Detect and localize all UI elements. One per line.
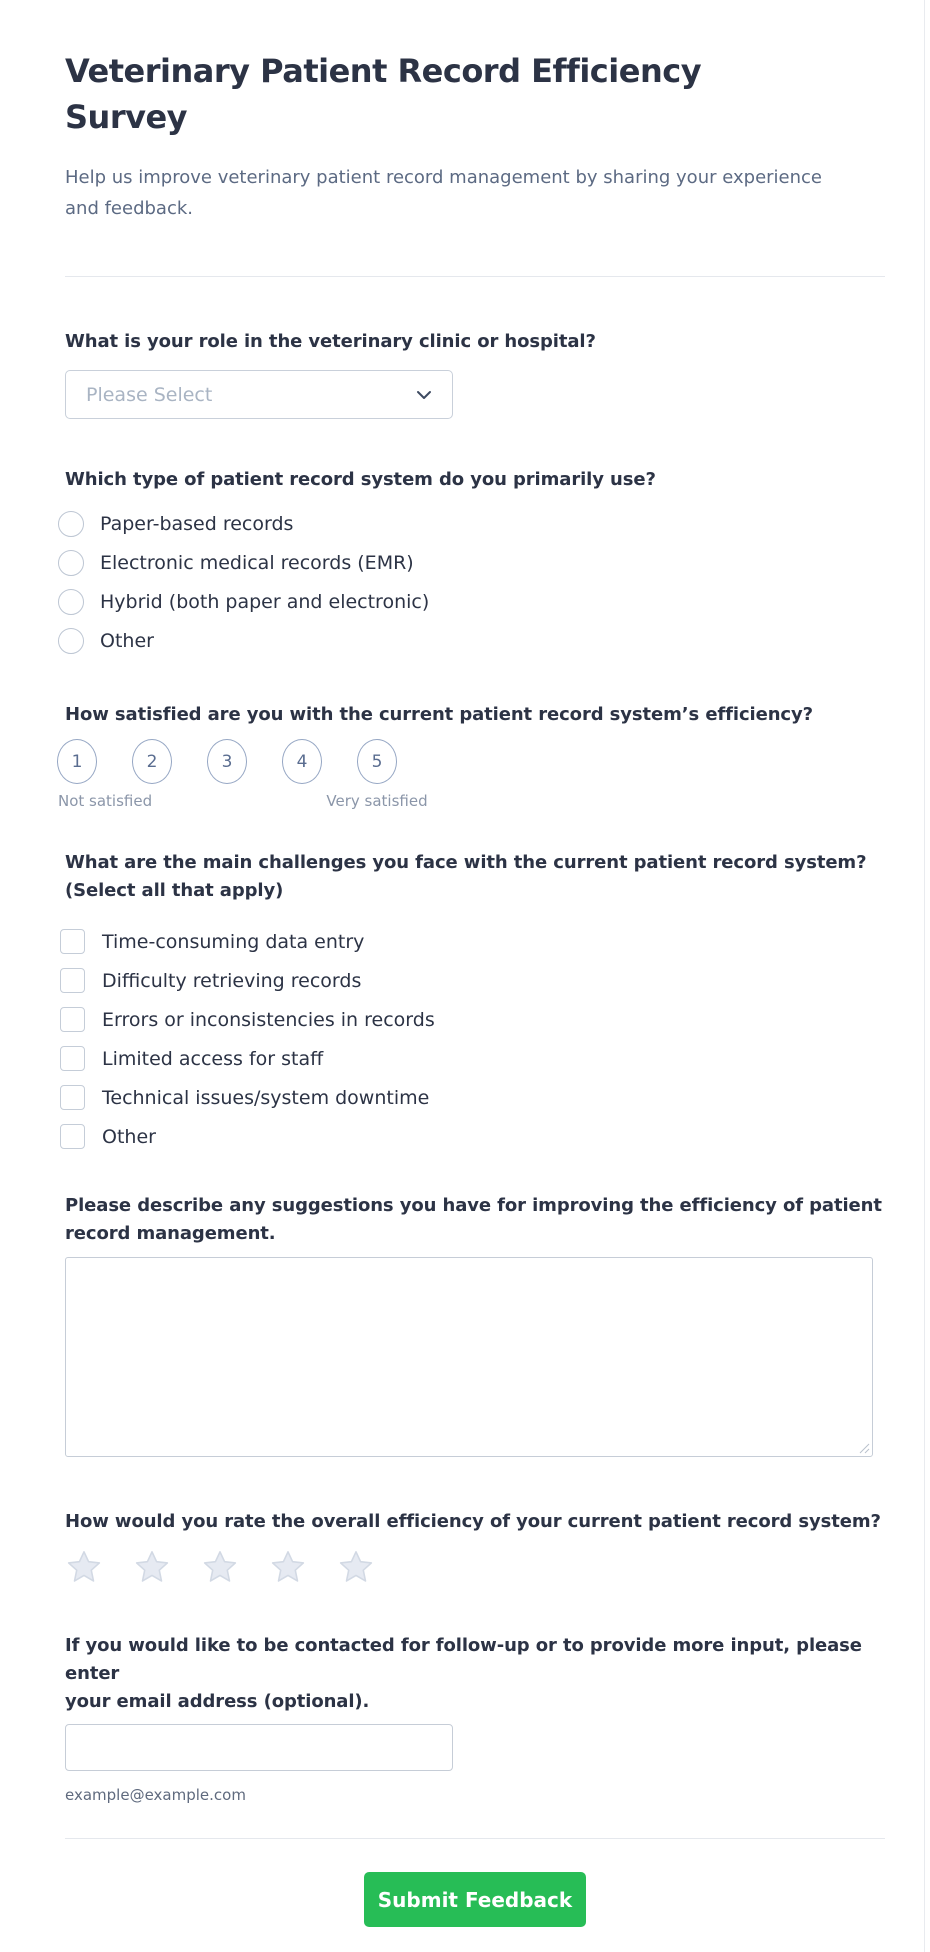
form-footer: [65, 1838, 885, 1927]
radio-button[interactable]: [58, 628, 84, 654]
card-right-border: [924, 0, 925, 1952]
checkbox-option-label: Limited access for staff: [102, 1047, 324, 1070]
checkbox[interactable]: [60, 929, 85, 954]
scale-option-1-number: 1: [71, 751, 83, 772]
question-rating: [65, 1509, 885, 1587]
checkbox-option-technical[interactable]: [60, 1078, 885, 1117]
email-hint: example@example.com: [65, 1786, 246, 1804]
question-email-label-line2: your email address (optional).: [65, 1691, 370, 1712]
form-subtitle-line1: Help us improve veterinary patient record management by sharing your experience: [65, 167, 822, 188]
question-challenges-label-line1: What are the main challenges you face with the current patient record system?: [65, 852, 867, 873]
scale-option-2-number: 2: [146, 751, 158, 772]
star-icon-2[interactable]: [133, 1549, 171, 1587]
radio-button[interactable]: [58, 550, 84, 576]
form-subtitle-line2: and feedback.: [65, 198, 193, 219]
submit-feedback-button[interactable]: Submit Feedback: [364, 1872, 586, 1927]
form-body: [58, 329, 885, 1838]
radio-option-other[interactable]: [58, 621, 885, 660]
email-input[interactable]: [65, 1724, 453, 1771]
checkbox-option-other[interactable]: [60, 1117, 885, 1156]
satisfaction-scale: [57, 739, 885, 784]
question-suggestions-label-line1: Please describe any suggestions you have for improving the efficiency of patient: [65, 1195, 882, 1216]
form-title-line1: Veterinary Patient Record Efficiency: [65, 52, 702, 90]
checkbox-option-label: Time-consuming data entry: [102, 930, 365, 953]
radio-option-label: Paper-based records: [100, 512, 294, 535]
scale-labels: [57, 792, 885, 811]
radio-option-label: Other: [100, 629, 154, 652]
star-icon-3[interactable]: [201, 1549, 239, 1587]
star-rating: [65, 1549, 885, 1587]
checkbox-option-data-entry[interactable]: [60, 922, 885, 961]
scale-min-label: Not satisfied: [58, 792, 153, 810]
radio-option-emr[interactable]: [58, 543, 885, 582]
scale-option-4-number: 4: [296, 751, 308, 772]
radio-option-label: Hybrid (both paper and electronic): [100, 590, 430, 613]
question-email-label: [65, 1632, 885, 1716]
radio-option-label: Electronic medical records (EMR): [100, 551, 414, 574]
scale-max-label: Very satisfied: [326, 792, 428, 810]
star-icon-4[interactable]: [269, 1549, 307, 1587]
scale-option-5-number: 5: [371, 751, 383, 772]
radio-button[interactable]: [58, 511, 84, 537]
question-satisfaction-label: How satisfied are you with the current patient record system’s efficiency?: [65, 704, 813, 725]
suggestions-textarea[interactable]: [65, 1257, 873, 1457]
role-select[interactable]: [65, 370, 453, 419]
checkbox-option-label: Errors or inconsistencies in records: [102, 1008, 435, 1031]
checkbox-option-retrieving[interactable]: [60, 961, 885, 1000]
question-email-label-line1: If you would like to be contacted for follow-up or to provide more input, please enter: [65, 1635, 862, 1684]
checkbox-option-errors[interactable]: [60, 1000, 885, 1039]
question-record-system: [65, 467, 885, 660]
checkbox[interactable]: [60, 1007, 85, 1032]
chevron-down-icon: [416, 390, 432, 400]
record-system-options: [58, 504, 885, 660]
scale-option-4[interactable]: [282, 739, 322, 784]
checkbox[interactable]: [60, 1085, 85, 1110]
checkbox[interactable]: [60, 1046, 85, 1071]
scale-option-3-number: 3: [221, 751, 233, 772]
question-record-system-label: Which type of patient record system do you primarily use?: [65, 469, 656, 490]
question-suggestions: [65, 1192, 885, 1461]
question-suggestions-label-line2: record management.: [65, 1223, 276, 1244]
form-header: [65, 0, 885, 277]
form-title: [65, 48, 885, 140]
question-suggestions-label: [65, 1192, 885, 1248]
radio-button[interactable]: [58, 589, 84, 615]
checkbox-option-label: Difficulty retrieving records: [102, 969, 362, 992]
question-challenges-label: [65, 849, 885, 905]
checkbox-option-label: Technical issues/system downtime: [102, 1086, 430, 1109]
scale-option-5[interactable]: [357, 739, 397, 784]
star-icon-5[interactable]: [337, 1549, 375, 1587]
star-icon-1[interactable]: [65, 1549, 103, 1587]
question-email: [65, 1632, 885, 1805]
checkbox-option-access[interactable]: [60, 1039, 885, 1078]
checkbox[interactable]: [60, 968, 85, 993]
radio-option-hybrid[interactable]: [58, 582, 885, 621]
form-title-line2: Survey: [65, 98, 188, 136]
question-satisfaction: [58, 702, 885, 811]
question-challenges-label-line2: (Select all that apply): [65, 880, 284, 901]
question-challenges: [65, 849, 885, 1156]
question-role-label: What is your role in the veterinary clinic or hospital?: [65, 331, 596, 352]
challenges-options: [60, 922, 885, 1156]
radio-option-paper[interactable]: [58, 504, 885, 543]
scale-option-1[interactable]: [57, 739, 97, 784]
checkbox-option-label: Other: [102, 1125, 156, 1148]
scale-option-3[interactable]: [207, 739, 247, 784]
role-select-placeholder: Please Select: [86, 383, 213, 406]
question-role: [65, 329, 885, 419]
scale-option-2[interactable]: [132, 739, 172, 784]
checkbox[interactable]: [60, 1124, 85, 1149]
question-rating-label: How would you rate the overall efficiency of your current patient record system?: [65, 1511, 881, 1532]
form-subtitle: [65, 162, 885, 224]
